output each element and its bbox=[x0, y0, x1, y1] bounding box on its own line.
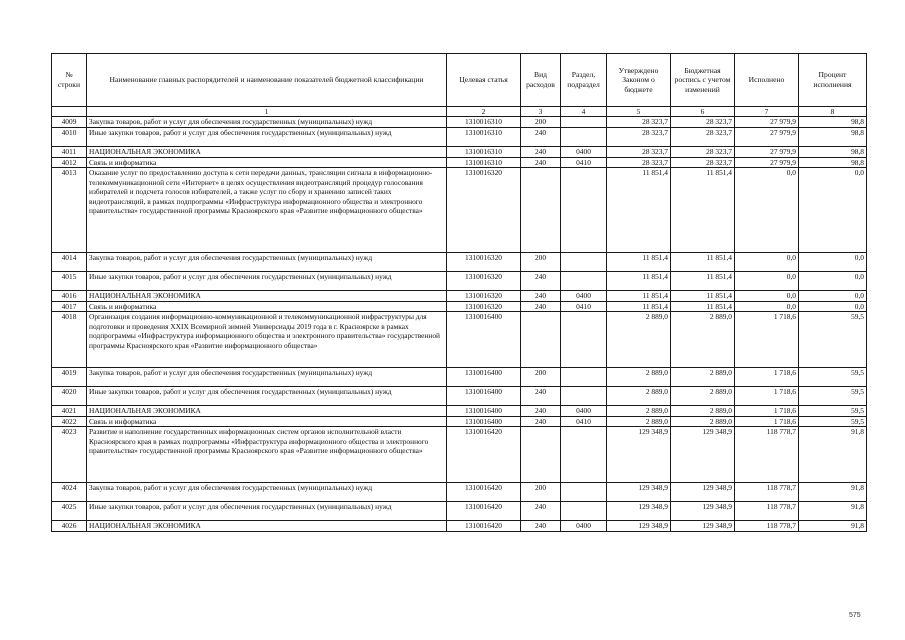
row-section: 0410 bbox=[561, 157, 607, 168]
row-name: Закупка товаров, работ и услуг для обеспечения государственных (муниципальных) нужд bbox=[87, 117, 447, 128]
row-name: Закупка товаров, работ и услуг для обеспечения государственных (муниципальных) нужд bbox=[87, 483, 447, 502]
row-number: 4012 bbox=[52, 157, 87, 168]
table-row bbox=[52, 168, 867, 253]
row-name: НАЦИОНАЛЬНАЯ ЭКОНОМИКА bbox=[87, 147, 447, 158]
row-executed: 118 778,7 bbox=[735, 483, 799, 502]
row-executed: 118 778,7 bbox=[735, 521, 799, 532]
row-name: Иные закупки товаров, работ и услуг для обеспечения государственных (муниципальных) нужд bbox=[87, 502, 447, 521]
header-painting: Бюджетная роспись с учетом изменений bbox=[671, 54, 735, 107]
row-target: 1310016400 bbox=[447, 312, 521, 368]
row-percent: 0,0 bbox=[799, 272, 867, 291]
row-percent: 98,8 bbox=[799, 147, 867, 158]
header-target: Целевая статья bbox=[447, 54, 521, 107]
row-painting: 2 889,0 bbox=[671, 387, 735, 406]
row-approved: 28 323,7 bbox=[607, 157, 671, 168]
table-row bbox=[52, 483, 867, 502]
row-section bbox=[561, 427, 607, 483]
row-kind: 240 bbox=[521, 128, 561, 147]
row-executed: 0,0 bbox=[735, 168, 799, 253]
row-target: 1310016400 bbox=[447, 387, 521, 406]
header-approved: Утверждено Законом о бюджете bbox=[607, 54, 671, 107]
row-painting: 129 348,9 bbox=[671, 502, 735, 521]
row-painting: 28 323,7 bbox=[671, 117, 735, 128]
row-name: Связь и информатика bbox=[87, 301, 447, 312]
row-painting: 11 851,4 bbox=[671, 301, 735, 312]
row-section: 0400 bbox=[561, 147, 607, 158]
row-section bbox=[561, 117, 607, 128]
column-number: 7 bbox=[735, 107, 799, 117]
row-number: 4020 bbox=[52, 387, 87, 406]
table-row bbox=[52, 521, 867, 532]
row-painting: 2 889,0 bbox=[671, 416, 735, 427]
row-executed: 1 718,6 bbox=[735, 416, 799, 427]
row-target: 1310016400 bbox=[447, 368, 521, 387]
row-painting: 28 323,7 bbox=[671, 157, 735, 168]
table-row bbox=[52, 291, 867, 302]
row-approved: 28 323,7 bbox=[607, 147, 671, 158]
row-kind: 240 bbox=[521, 416, 561, 427]
row-number: 4021 bbox=[52, 406, 87, 417]
row-executed: 27 979,9 bbox=[735, 128, 799, 147]
row-painting: 2 889,0 bbox=[671, 406, 735, 417]
row-kind: 240 bbox=[521, 387, 561, 406]
row-percent: 0,0 bbox=[799, 168, 867, 253]
row-kind: 200 bbox=[521, 368, 561, 387]
row-executed: 0,0 bbox=[735, 253, 799, 272]
table-row bbox=[52, 406, 867, 417]
row-kind: 240 bbox=[521, 521, 561, 532]
page-number: 575 bbox=[849, 612, 861, 619]
row-name: Оказание услуг по предоставлению доступа к сети передачи данных, трансляции сигнала в информационно-телекоммуникационной сети «Интернет» в целях осуществления видеотрансляций процедур голосования избирателей и подсчета голосов избирателей, а также услуг по сбору и хранению записей таких видеотрансляций, в рамках подпрограммы «Инфраструктура информационного общества и электронного правительства» государственной программы Красноярского края «Развитие информационного общества» bbox=[87, 168, 447, 253]
column-number: 3 bbox=[521, 107, 561, 117]
row-percent: 59,5 bbox=[799, 406, 867, 417]
column-number: 6 bbox=[671, 107, 735, 117]
row-painting: 11 851,4 bbox=[671, 272, 735, 291]
row-painting: 28 323,7 bbox=[671, 128, 735, 147]
row-approved: 2 889,0 bbox=[607, 416, 671, 427]
row-percent: 98,8 bbox=[799, 117, 867, 128]
row-executed: 27 979,9 bbox=[735, 147, 799, 158]
row-target: 1310016310 bbox=[447, 128, 521, 147]
row-kind: 200 bbox=[521, 483, 561, 502]
row-percent: 91,8 bbox=[799, 427, 867, 483]
row-kind: 200 bbox=[521, 117, 561, 128]
row-approved: 129 348,9 bbox=[607, 483, 671, 502]
row-number: 4009 bbox=[52, 117, 87, 128]
row-number: 4011 bbox=[52, 147, 87, 158]
header-kind: Вид расходов bbox=[521, 54, 561, 107]
header-row bbox=[52, 54, 867, 107]
row-target: 1310016310 bbox=[447, 157, 521, 168]
row-name: НАЦИОНАЛЬНАЯ ЭКОНОМИКА bbox=[87, 521, 447, 532]
row-target: 1310016420 bbox=[447, 502, 521, 521]
row-percent: 0,0 bbox=[799, 291, 867, 302]
row-name: НАЦИОНАЛЬНАЯ ЭКОНОМИКА bbox=[87, 406, 447, 417]
row-name: Закупка товаров, работ и услуг для обеспечения государственных (муниципальных) нужд bbox=[87, 253, 447, 272]
row-approved: 28 323,7 bbox=[607, 117, 671, 128]
column-number-row bbox=[52, 107, 867, 117]
row-number: 4017 bbox=[52, 301, 87, 312]
column-number: 1 bbox=[87, 107, 447, 117]
row-painting: 11 851,4 bbox=[671, 168, 735, 253]
row-kind: 240 bbox=[521, 291, 561, 302]
column-number: 2 bbox=[447, 107, 521, 117]
column-number: 5 bbox=[607, 107, 671, 117]
table-row bbox=[52, 427, 867, 483]
row-kind bbox=[521, 312, 561, 368]
row-number: 4015 bbox=[52, 272, 87, 291]
row-approved: 2 889,0 bbox=[607, 312, 671, 368]
row-name: Связь и информатика bbox=[87, 157, 447, 168]
row-number: 4026 bbox=[52, 521, 87, 532]
row-painting: 129 348,9 bbox=[671, 483, 735, 502]
header-executed: Исполнено bbox=[735, 54, 799, 107]
row-name: НАЦИОНАЛЬНАЯ ЭКОНОМИКА bbox=[87, 291, 447, 302]
row-executed: 118 778,7 bbox=[735, 427, 799, 483]
row-executed: 0,0 bbox=[735, 291, 799, 302]
row-section bbox=[561, 272, 607, 291]
table-row bbox=[52, 253, 867, 272]
column-number bbox=[52, 107, 87, 117]
row-target: 1310016420 bbox=[447, 427, 521, 483]
row-target: 1310016320 bbox=[447, 272, 521, 291]
header-row-no: № строки bbox=[52, 54, 87, 107]
row-target: 1310016320 bbox=[447, 168, 521, 253]
row-kind: 200 bbox=[521, 253, 561, 272]
row-target: 1310016310 bbox=[447, 147, 521, 158]
row-approved: 11 851,4 bbox=[607, 301, 671, 312]
row-kind: 240 bbox=[521, 272, 561, 291]
row-kind: 240 bbox=[521, 502, 561, 521]
row-percent: 98,8 bbox=[799, 157, 867, 168]
row-name: Иные закупки товаров, работ и услуг для обеспечения государственных (муниципальных) нужд bbox=[87, 272, 447, 291]
row-section bbox=[561, 502, 607, 521]
row-executed: 27 979,9 bbox=[735, 117, 799, 128]
row-target: 1310016310 bbox=[447, 117, 521, 128]
row-section bbox=[561, 368, 607, 387]
row-approved: 28 323,7 bbox=[607, 128, 671, 147]
row-number: 4018 bbox=[52, 312, 87, 368]
row-executed: 27 979,9 bbox=[735, 157, 799, 168]
row-section bbox=[561, 483, 607, 502]
row-approved: 129 348,9 bbox=[607, 427, 671, 483]
row-target: 1310016320 bbox=[447, 301, 521, 312]
row-executed: 1 718,6 bbox=[735, 368, 799, 387]
table-row bbox=[52, 128, 867, 147]
row-section: 0410 bbox=[561, 416, 607, 427]
row-number: 4013 bbox=[52, 168, 87, 253]
table-row bbox=[52, 368, 867, 387]
table-row bbox=[52, 387, 867, 406]
column-number: 8 bbox=[799, 107, 867, 117]
row-percent: 98,8 bbox=[799, 128, 867, 147]
row-target: 1310016420 bbox=[447, 521, 521, 532]
row-number: 4022 bbox=[52, 416, 87, 427]
row-percent: 0,0 bbox=[799, 253, 867, 272]
row-percent: 59,5 bbox=[799, 416, 867, 427]
row-section bbox=[561, 312, 607, 368]
row-approved: 11 851,4 bbox=[607, 168, 671, 253]
row-percent: 0,0 bbox=[799, 301, 867, 312]
row-number: 4019 bbox=[52, 368, 87, 387]
row-painting: 2 889,0 bbox=[671, 368, 735, 387]
table-body bbox=[52, 117, 867, 532]
header-percent: Процент исполнения bbox=[799, 54, 867, 107]
row-approved: 11 851,4 bbox=[607, 291, 671, 302]
row-executed: 1 718,6 bbox=[735, 387, 799, 406]
row-painting: 2 889,0 bbox=[671, 312, 735, 368]
row-name: Закупка товаров, работ и услуг для обеспечения государственных (муниципальных) нужд bbox=[87, 368, 447, 387]
row-section bbox=[561, 253, 607, 272]
row-number: 4023 bbox=[52, 427, 87, 483]
row-kind bbox=[521, 168, 561, 253]
row-kind: 240 bbox=[521, 301, 561, 312]
table-row bbox=[52, 272, 867, 291]
row-section bbox=[561, 128, 607, 147]
row-kind: 240 bbox=[521, 157, 561, 168]
table-row bbox=[52, 301, 867, 312]
row-name: Организация создания информационно-коммуникационной и телекоммуникационной инфраструктуры для подготовки и проведения XXIX Всемирной зимней Универсиады 2019 года в г. Красноярске в рамках подпрограммы «Инфраструктура информационного общества и электронного правительства» государственной программы Красноярского края «Развитие информационного общества» bbox=[87, 312, 447, 368]
row-name: Иные закупки товаров, работ и услуг для обеспечения государственных (муниципальных) нужд bbox=[87, 387, 447, 406]
row-approved: 129 348,9 bbox=[607, 502, 671, 521]
header-section: Раздел, подраздел bbox=[561, 54, 607, 107]
row-painting: 129 348,9 bbox=[671, 427, 735, 483]
row-number: 4014 bbox=[52, 253, 87, 272]
row-percent: 91,8 bbox=[799, 502, 867, 521]
row-section bbox=[561, 387, 607, 406]
row-approved: 2 889,0 bbox=[607, 406, 671, 417]
row-kind: 240 bbox=[521, 147, 561, 158]
row-painting: 129 348,9 bbox=[671, 521, 735, 532]
column-number: 4 bbox=[561, 107, 607, 117]
row-target: 1310016420 bbox=[447, 483, 521, 502]
row-number: 4024 bbox=[52, 483, 87, 502]
row-section: 0410 bbox=[561, 301, 607, 312]
row-target: 1310016400 bbox=[447, 416, 521, 427]
row-approved: 2 889,0 bbox=[607, 368, 671, 387]
table-row bbox=[52, 157, 867, 168]
row-executed: 1 718,6 bbox=[735, 312, 799, 368]
row-target: 1310016400 bbox=[447, 406, 521, 417]
table-row bbox=[52, 416, 867, 427]
row-executed: 1 718,6 bbox=[735, 406, 799, 417]
row-section: 0400 bbox=[561, 406, 607, 417]
budget-table bbox=[51, 53, 867, 532]
row-approved: 129 348,9 bbox=[607, 521, 671, 532]
row-painting: 28 323,7 bbox=[671, 147, 735, 158]
row-name: Связь и информатика bbox=[87, 416, 447, 427]
row-target: 1310016320 bbox=[447, 291, 521, 302]
row-number: 4016 bbox=[52, 291, 87, 302]
row-percent: 59,5 bbox=[799, 312, 867, 368]
row-executed: 118 778,7 bbox=[735, 502, 799, 521]
row-section bbox=[561, 168, 607, 253]
row-executed: 0,0 bbox=[735, 272, 799, 291]
row-percent: 59,5 bbox=[799, 387, 867, 406]
row-target: 1310016320 bbox=[447, 253, 521, 272]
row-kind bbox=[521, 427, 561, 483]
row-approved: 2 889,0 bbox=[607, 387, 671, 406]
row-section: 0400 bbox=[561, 291, 607, 302]
row-executed: 0,0 bbox=[735, 301, 799, 312]
row-percent: 91,8 bbox=[799, 483, 867, 502]
row-percent: 59,5 bbox=[799, 368, 867, 387]
row-percent: 91,8 bbox=[799, 521, 867, 532]
table-row bbox=[52, 117, 867, 128]
table-row bbox=[52, 502, 867, 521]
table-row bbox=[52, 312, 867, 368]
row-painting: 11 851,4 bbox=[671, 291, 735, 302]
row-approved: 11 851,4 bbox=[607, 253, 671, 272]
row-painting: 11 851,4 bbox=[671, 253, 735, 272]
row-name: Развитие и наполнение государственных информационных систем органов исполнительной власти Красноярского края в рамках подпрограммы «Инфраструктура информационного общества и электронного правительства» государственной программы Красноярского края «Развитие информационного общества» bbox=[87, 427, 447, 483]
row-approved: 11 851,4 bbox=[607, 272, 671, 291]
header-name: Наименование главных распорядителей и наименование показателей бюджетной классификации bbox=[87, 54, 447, 107]
row-name: Иные закупки товаров, работ и услуг для обеспечения государственных (муниципальных) нужд bbox=[87, 128, 447, 147]
row-section: 0400 bbox=[561, 521, 607, 532]
table-row bbox=[52, 147, 867, 158]
row-number: 4010 bbox=[52, 128, 87, 147]
row-number: 4025 bbox=[52, 502, 87, 521]
row-kind: 240 bbox=[521, 406, 561, 417]
